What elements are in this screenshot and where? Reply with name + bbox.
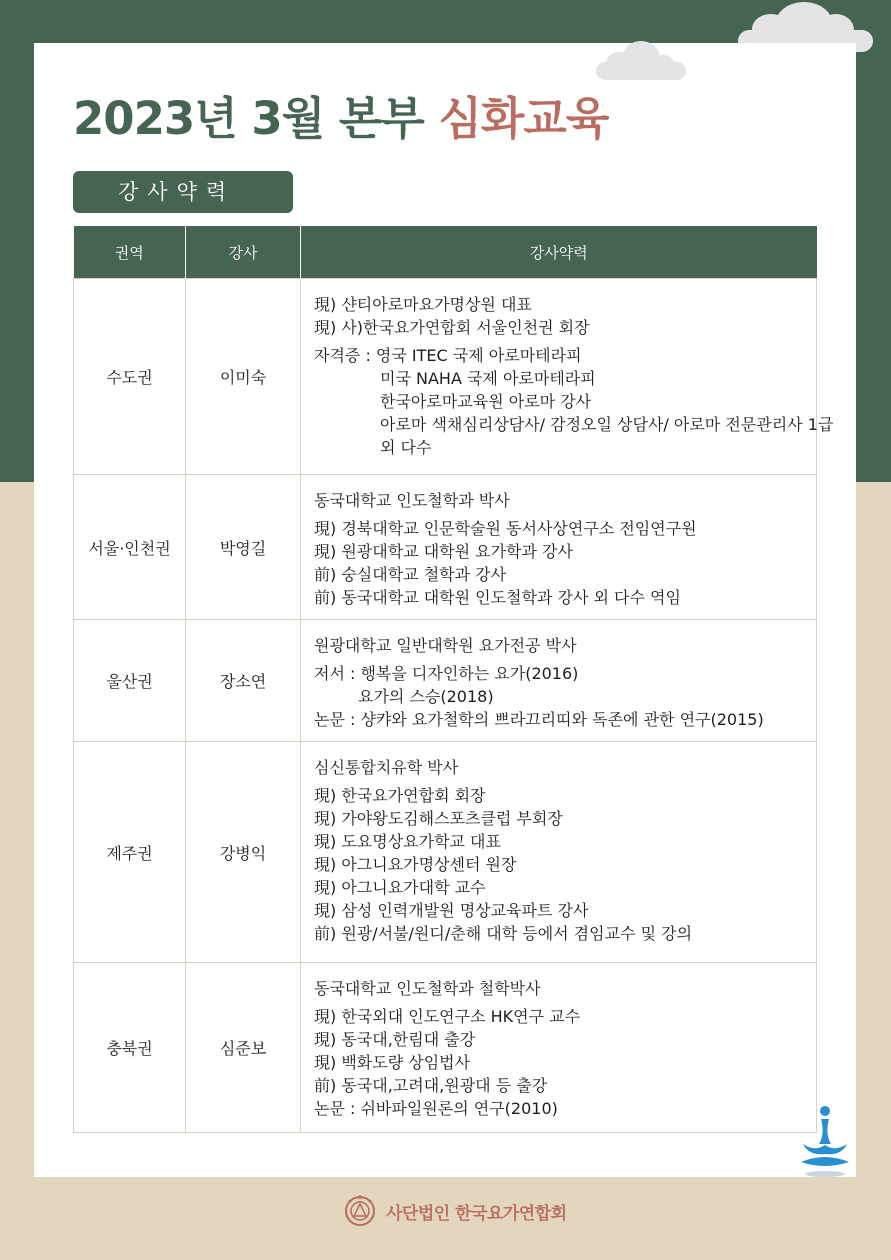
career-line: 現) 한국요가연합회 회장: [314, 786, 486, 805]
career-line: 現) 도요명상요가학교 대표: [314, 832, 501, 851]
region-cell: 서울·인천권: [74, 475, 186, 620]
career-line: 자격증 : 영국 ITEC 국제 아로마테라피: [314, 346, 582, 365]
career-cell: [301, 475, 817, 620]
section-label: 강사약력: [73, 171, 293, 213]
career-line: 논문 : 쉬바파일원론의 연구(2010): [314, 1099, 558, 1118]
career-line: 現) 백화도량 상임법사: [314, 1053, 471, 1072]
career-line: 現) 삼성 인력개발원 명상교육파트 강사: [314, 901, 589, 920]
career-line: 미국 NAHA 국제 아로마테라피: [380, 369, 596, 388]
career-line: 現) 아그니요가대학 교수: [314, 878, 486, 897]
table-row: [74, 742, 817, 963]
lecturer-table: [73, 226, 834, 1133]
region-cell: 충북권: [74, 963, 186, 1133]
career-line: 논문 : 샹캬와 요가철학의 쁘라끄리띠와 독존에 관한 연구(2015): [314, 710, 764, 729]
association-seal-icon: [344, 1195, 376, 1227]
career-line: 現) 경북대학교 인문학술원 동서사상연구소 전임연구원: [314, 519, 697, 538]
career-cell: [301, 279, 834, 475]
career-line: 심신통합치유학 박사: [314, 758, 459, 777]
lecturer-name: 이미숙: [186, 279, 301, 475]
lecturer-name: 박영길: [186, 475, 301, 620]
region-cell: 제주권: [74, 742, 186, 963]
career-line: 원광대학교 일반대학원 요가전공 박사: [314, 636, 577, 655]
table-row: [74, 279, 817, 475]
table-header-row: [74, 226, 817, 279]
career-line: 저서 : 행복을 디자인하는 요가(2016): [314, 664, 579, 683]
organization-name: 사단법인 한국요가연합회: [386, 1203, 567, 1224]
career-line: 동국대학교 인도철학과 박사: [314, 491, 510, 510]
career-line: 前) 동국대,고려대,원광대 등 출강: [314, 1076, 548, 1095]
career-line: 요가의 스승(2018): [358, 687, 494, 706]
career-line: 前) 숭실대학교 철학과 강사: [314, 565, 507, 584]
header-region: 권역: [74, 226, 186, 279]
career-line: 아로마 색채심리상담사/ 감정오일 상담사/ 아로마 전문관리사 1급: [380, 415, 834, 434]
career-line: 現) 가야왕도김해스포츠클럽 부회장: [314, 809, 563, 828]
career-cell: [301, 742, 817, 963]
career-line: 외 다수: [380, 438, 432, 457]
career-line: 現) 아그니요가명상센터 원장: [314, 855, 517, 874]
lecturer-name: 강병익: [186, 742, 301, 963]
lecturer-name: 심준보: [186, 963, 301, 1133]
career-line: 한국아로마교육원 아로마 강사: [380, 392, 592, 411]
page-title: [73, 88, 608, 150]
career-line: 現) 사)한국요가연합회 서울인천권 회장: [314, 318, 590, 337]
table-row: [74, 963, 817, 1133]
header-lecturer: 강사: [186, 226, 301, 279]
career-line: 現) 동국대,한림대 출강: [314, 1030, 476, 1049]
title-date: 2023년 3월 본부: [73, 92, 424, 145]
career-line: 現) 한국외대 인도연구소 HK연구 교수: [314, 1007, 581, 1026]
header-career: 강사약력: [301, 226, 817, 279]
career-line: 前) 동국대학교 대학원 인도철학과 강사 외 다수 역임: [314, 588, 681, 607]
table-row: [74, 475, 817, 620]
career-line: 現) 샨티아로마요가명상원 대표: [314, 295, 532, 314]
career-cell: [301, 963, 817, 1133]
region-cell: 울산권: [74, 620, 186, 742]
career-line: 동국대학교 인도철학과 철학박사: [314, 979, 541, 998]
region-cell: 수도권: [74, 279, 186, 475]
footer: [344, 1192, 567, 1230]
career-line: 前) 원광/서불/원디/춘해 대학 등에서 겸임교수 및 강의: [314, 924, 693, 943]
career-line: 現) 원광대학교 대학원 요가학과 강사: [314, 542, 573, 561]
table-row: [74, 620, 817, 742]
career-cell: [301, 620, 817, 742]
lecturer-name: 장소연: [186, 620, 301, 742]
meditation-figure-logo-icon: [797, 1104, 853, 1180]
title-highlight: 심화교육: [438, 92, 609, 145]
